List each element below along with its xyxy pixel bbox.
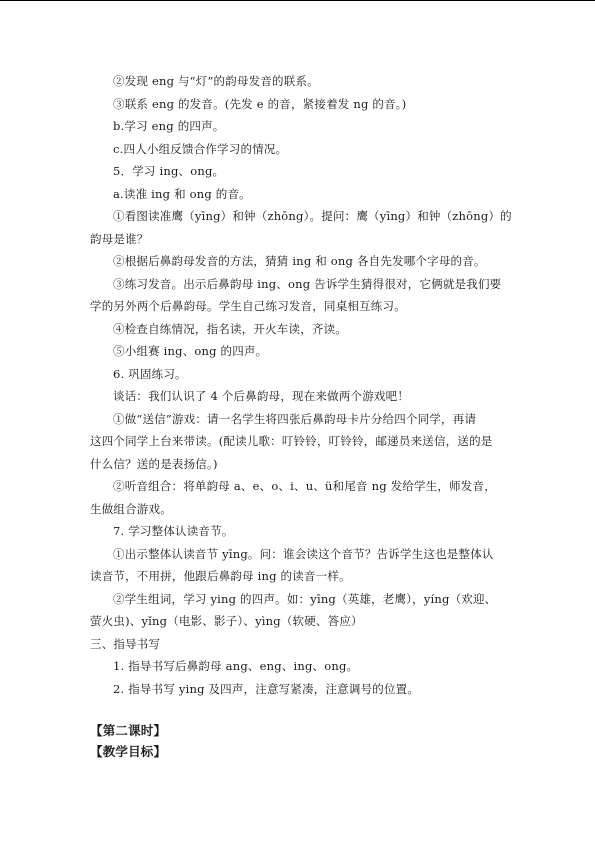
text-line: ①做“送信”游戏：请一名学生将四张后鼻韵母卡片分给四个同学，再请 bbox=[113, 411, 477, 426]
text-line: 韵母是谁？ bbox=[90, 231, 149, 246]
text-line: 什么信？送的是表扬信。) bbox=[90, 456, 218, 471]
text-line: 5．学习 ing、ong。 bbox=[113, 164, 225, 178]
heading-second-lesson: 【第二课时】 bbox=[90, 723, 167, 738]
text-line: 萤火虫)、yǐng（电影、影子）、yìng（软硬、答应） bbox=[90, 614, 363, 628]
text-line: ①看图读准鹰（yīng）和钟（zhōng）。提问：鹰（yīng）和钟（zhōng）的 bbox=[113, 209, 512, 223]
section-gap bbox=[90, 700, 508, 720]
text-line: 2. 指导书写 ying 及四声，注意写紧凑，注意调号的位置。 bbox=[113, 681, 420, 696]
text-line: ⑤小组赛 ing、ong 的四声。 bbox=[113, 344, 268, 358]
text-line: 这四个同学上台来带读。(配读儿歌：叮铃铃，叮铃铃，邮递员来送信，送的是 bbox=[90, 434, 493, 448]
text-line: 三、指导书写 bbox=[90, 636, 161, 651]
document-body bbox=[90, 70, 512, 700]
text-line: ①出示整体认读音节 yīng。问：谁会读这个音节？告诉学生这也是整体认 bbox=[113, 546, 494, 561]
text-line: 6. 巩固练习。 bbox=[113, 366, 187, 381]
text-line: 读音节，不用拼，他跟后鼻韵母 ing 的读音一样。 bbox=[90, 569, 351, 583]
text-line: ④检查自练情况，指名读，开火车读，齐读。 bbox=[113, 321, 347, 336]
text-line: 谈话：我们认识了 4 个后鼻韵母，现在来做两个游戏吧！ bbox=[113, 389, 410, 403]
text-line: ②根据后鼻韵母发音的方法，猜猜 ing 和 ong 各自先发哪个字母的音。 bbox=[113, 254, 486, 268]
text-line: ②学生组词，学习 ying 的四声。如：yīng（英雄，老鹰），yíng（欢迎、 bbox=[113, 591, 497, 606]
text-line: ②听音组合：将单韵母 a、e、o、i、u、ü和尾音 ng 发给学生，师发音， bbox=[113, 479, 496, 493]
text-line: 生做组合游戏。 bbox=[90, 501, 172, 516]
text-line: b.学习 eng 的四声。 bbox=[113, 119, 225, 133]
text-line: 7. 学习整体认读音节。 bbox=[113, 524, 234, 538]
text-line: ③联系 eng 的发音。(先发 e 的音，紧接着发 ng 的音。) bbox=[113, 96, 407, 111]
document-page bbox=[90, 70, 512, 762]
text-line: a.读准 ing 和 ong 的音。 bbox=[113, 186, 251, 201]
text-line: c.四人小组反馈合作学习的情况。 bbox=[113, 141, 288, 156]
text-line: 1. 指导书写后鼻韵母 ang、eng、ing、ong。 bbox=[113, 659, 359, 673]
text-line: 学的另外两个后鼻韵母。学生自己练习发音，同桌相互练习。 bbox=[90, 299, 406, 313]
text-line: ②发现 eng 与“灯”的韵母发音的联系。 bbox=[113, 74, 319, 88]
text-line: ③练习发音。出示后鼻韵母 ing、ong 告诉学生猜得很对，它俩就是我们要 bbox=[113, 276, 502, 291]
heading-teaching-objectives: 【教学目标】 bbox=[90, 744, 167, 759]
top-border-rule bbox=[0, 0, 595, 1]
